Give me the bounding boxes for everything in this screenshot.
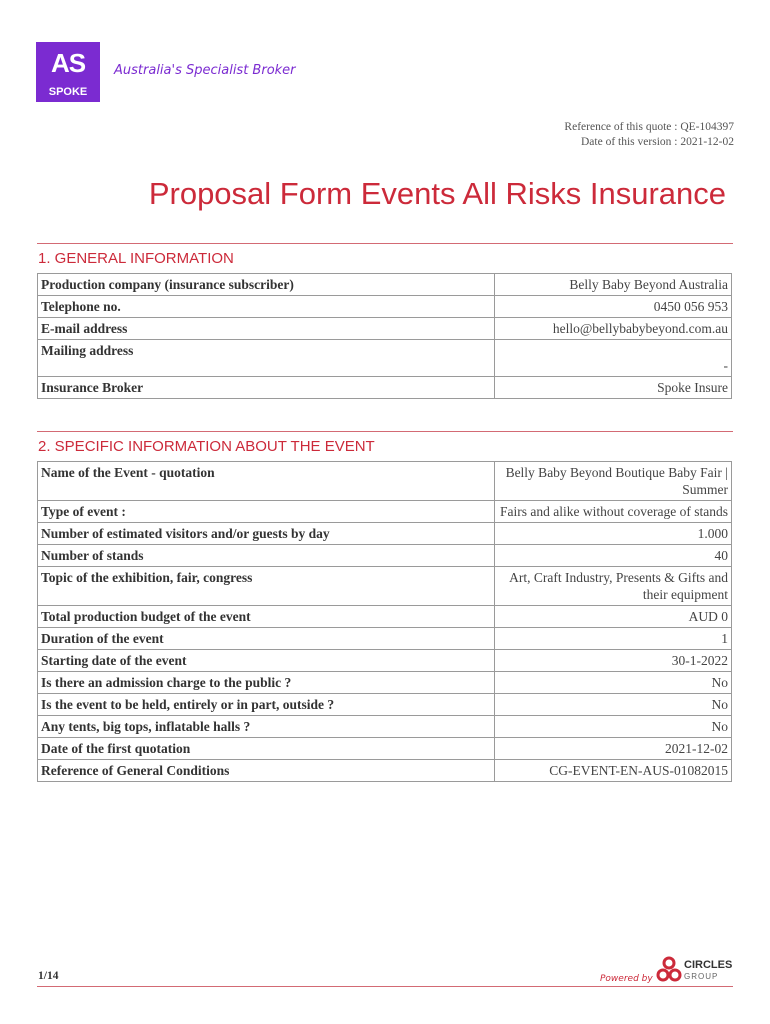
row-value: Art, Craft Industry, Presents & Gifts and their equipment	[495, 567, 732, 606]
row-value: 40	[495, 545, 732, 567]
row-label: Name of the Event - quotation	[38, 462, 495, 501]
circles-logo-text	[684, 960, 732, 982]
row-label: Number of estimated visitors and/or guests by day	[38, 523, 495, 545]
row-value: hello@bellybabybeyond.com.au	[495, 318, 732, 340]
row-label: Total production budget of the event	[38, 606, 495, 628]
row-label: Mailing address	[38, 340, 495, 377]
table-row	[38, 545, 732, 567]
row-label: Is the event to be held, entirely or in part, outside ?	[38, 694, 495, 716]
row-label: Any tents, big tops, inflatable halls ?	[38, 716, 495, 738]
row-label: Number of stands	[38, 545, 495, 567]
table-row	[38, 377, 732, 399]
row-label: Duration of the event	[38, 628, 495, 650]
general-info-table	[37, 273, 732, 399]
row-value: 30-1-2022	[495, 650, 732, 672]
row-label: Telephone no.	[38, 296, 495, 318]
footer-rule	[37, 986, 733, 987]
row-label: Starting date of the event	[38, 650, 495, 672]
row-value: AUD 0	[495, 606, 732, 628]
section1-rule	[37, 243, 733, 244]
row-value: Spoke Insure	[495, 377, 732, 399]
row-label: E-mail address	[38, 318, 495, 340]
table-row	[38, 650, 732, 672]
row-label: Type of event :	[38, 501, 495, 523]
row-value: 1	[495, 628, 732, 650]
logo-monogram: AS	[50, 48, 86, 78]
row-label: Date of the first quotation	[38, 738, 495, 760]
quote-reference: Reference of this quote : QE-104397	[564, 121, 734, 133]
section1-heading: 1. GENERAL INFORMATION	[38, 250, 234, 267]
quote-reference-block	[564, 120, 734, 150]
table-row	[38, 694, 732, 716]
table-row	[38, 738, 732, 760]
row-value: No	[495, 672, 732, 694]
row-value: Fairs and alike without coverage of stands	[495, 501, 732, 523]
table-row	[38, 716, 732, 738]
row-label: Is there an admission charge to the public ?	[38, 672, 495, 694]
row-value: CG-EVENT-EN-AUS-01082015	[495, 760, 732, 782]
row-value: No	[495, 716, 732, 738]
row-value: -	[495, 340, 732, 377]
table-row	[38, 318, 732, 340]
page-title: Proposal Form Events All Risks Insurance	[148, 176, 726, 211]
section2-rule	[37, 431, 733, 432]
powered-by-text: Powered by	[600, 974, 653, 984]
table-row	[38, 760, 732, 782]
table-row	[38, 274, 732, 296]
circles-name: CIRCLES	[684, 959, 733, 971]
table-row	[38, 672, 732, 694]
table-row	[38, 628, 732, 650]
row-value: 0450 056 953	[495, 296, 732, 318]
quote-date: Date of this version : 2021-12-02	[581, 136, 734, 148]
table-row	[38, 340, 732, 377]
row-value: Belly Baby Beyond Boutique Baby Fair | Summer	[495, 462, 732, 501]
table-row	[38, 606, 732, 628]
table-row	[38, 296, 732, 318]
table-row	[38, 501, 732, 523]
logo-text: SPOKE	[48, 86, 88, 98]
section2-heading: 2. SPECIFIC INFORMATION ABOUT THE EVENT	[38, 438, 375, 455]
table-row	[38, 567, 732, 606]
row-label: Insurance Broker	[38, 377, 495, 399]
spoke-logo	[36, 42, 100, 102]
row-value: Belly Baby Beyond Australia	[495, 274, 732, 296]
brand-tagline: Australia's Specialist Broker	[114, 63, 296, 78]
event-info-table	[37, 461, 732, 782]
circles-logo-icon	[656, 956, 682, 984]
row-value: 2021-12-02	[495, 738, 732, 760]
row-value: 1.000	[495, 523, 732, 545]
table-row	[38, 523, 732, 545]
row-label: Reference of General Conditions	[38, 760, 495, 782]
row-value: No	[495, 694, 732, 716]
row-label: Production company (insurance subscriber)	[38, 274, 495, 296]
circles-sub: GROUP	[684, 972, 719, 981]
table-row	[38, 462, 732, 501]
row-label: Topic of the exhibition, fair, congress	[38, 567, 495, 606]
page-number: 1/14	[38, 970, 59, 982]
